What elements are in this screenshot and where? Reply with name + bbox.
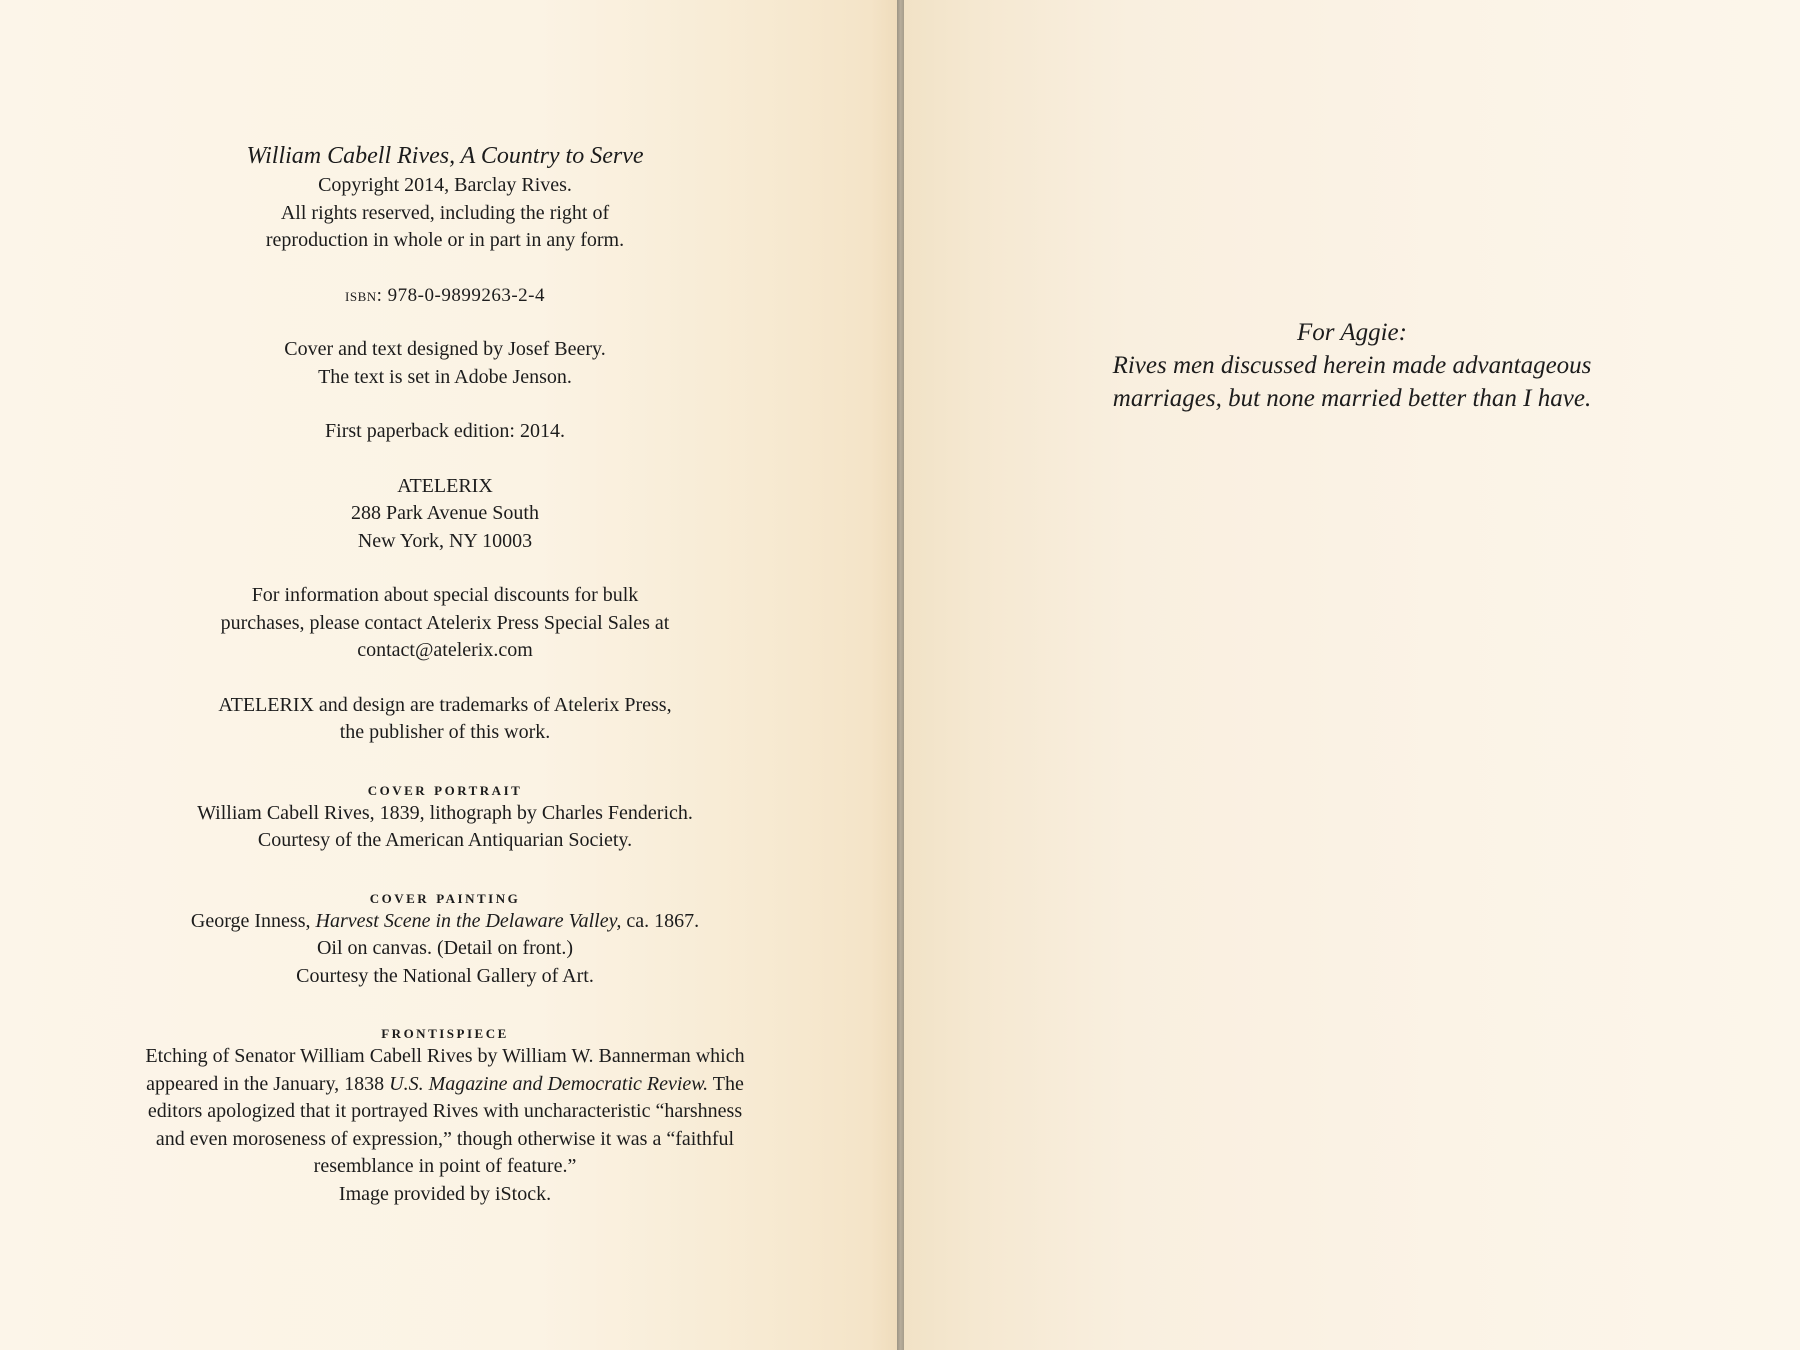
cover-painting-artist: George Inness, xyxy=(190,909,316,932)
cover-painting-heading: cover painting xyxy=(369,886,521,907)
edition-note: First paperback edition: 2014. xyxy=(325,420,565,442)
frontispiece-text xyxy=(140,1071,750,1099)
isbn: isbn: 978-0-9899263-2-4 xyxy=(345,284,545,306)
book-spine xyxy=(897,0,904,1350)
dedication-line: marriages, but none married better than I have. xyxy=(1112,385,1592,412)
dedication-salutation: For Aggie: xyxy=(1297,319,1407,346)
publisher-street: 288 Park Avenue South xyxy=(351,502,539,524)
design-credit: Cover and text designed by Josef Beery. xyxy=(284,338,606,360)
dedication-page xyxy=(904,0,1800,1350)
copyright-page xyxy=(0,0,897,1350)
cover-painting-title: Harvest Scene in the Delaware Valley, xyxy=(315,909,622,932)
trademark-note: the publisher of this work. xyxy=(339,721,551,743)
publisher-city: New York, NY 10003 xyxy=(357,529,533,552)
typeface-note: The text is set in Adobe Jenson. xyxy=(318,365,572,388)
cover-portrait-courtesy: Courtesy of the American Antiquarian Society. xyxy=(257,829,633,851)
frontispiece-prefix: appeared in the January, 1838 xyxy=(146,1072,390,1095)
frontispiece-text: resemblance in point of feature.” xyxy=(313,1155,577,1177)
book-title: William Cabell Rives, A Country to Serve xyxy=(246,143,644,169)
frontispiece-suffix: The xyxy=(708,1072,744,1095)
publisher-name: ATELERIX xyxy=(397,474,493,497)
sales-info: purchases, please contact Atelerix Press Special Sales at xyxy=(220,611,670,634)
copyright-block xyxy=(140,140,750,1208)
sales-email: contact@atelerix.com xyxy=(357,639,533,661)
rights-line: reproduction in whole or in part in any form. xyxy=(265,229,625,251)
sales-info: For information about special discounts for bulk xyxy=(251,584,639,606)
frontispiece-text: and even moroseness of expression,” though otherwise it was a “faithful xyxy=(155,1127,735,1150)
cover-painting-credit xyxy=(140,908,750,936)
rights-line: All rights reserved, including the right of xyxy=(280,201,610,224)
image-credit: Image provided by iStock. xyxy=(338,1182,552,1205)
dedication-line: Rives men discussed herein made advantageous xyxy=(1112,352,1592,379)
frontispiece-text: editors apologized that it portrayed Rives with uncharacteristic “harshness xyxy=(147,1100,743,1122)
copyright-line: Copyright 2014, Barclay Rives. xyxy=(318,174,572,196)
trademark-note: ATELERIX and design are trademarks of Atelerix Press, xyxy=(218,693,672,716)
cover-painting-courtesy: Courtesy the National Gallery of Art. xyxy=(296,964,594,987)
cover-portrait-credit: William Cabell Rives, 1839, lithograph by Charles Fenderich. xyxy=(197,801,693,824)
dedication xyxy=(904,316,1800,415)
frontispiece-publication: U.S. Magazine and Democratic Review. xyxy=(389,1072,709,1095)
frontispiece-heading: frontispiece xyxy=(381,1022,509,1042)
cover-painting-medium: Oil on canvas. (Detail on front.) xyxy=(316,937,574,959)
cover-painting-date: ca. 1867. xyxy=(621,909,700,932)
cover-portrait-heading: cover portrait xyxy=(367,778,523,799)
frontispiece-text: Etching of Senator William Cabell Rives by William W. Bannerman which xyxy=(145,1045,745,1067)
